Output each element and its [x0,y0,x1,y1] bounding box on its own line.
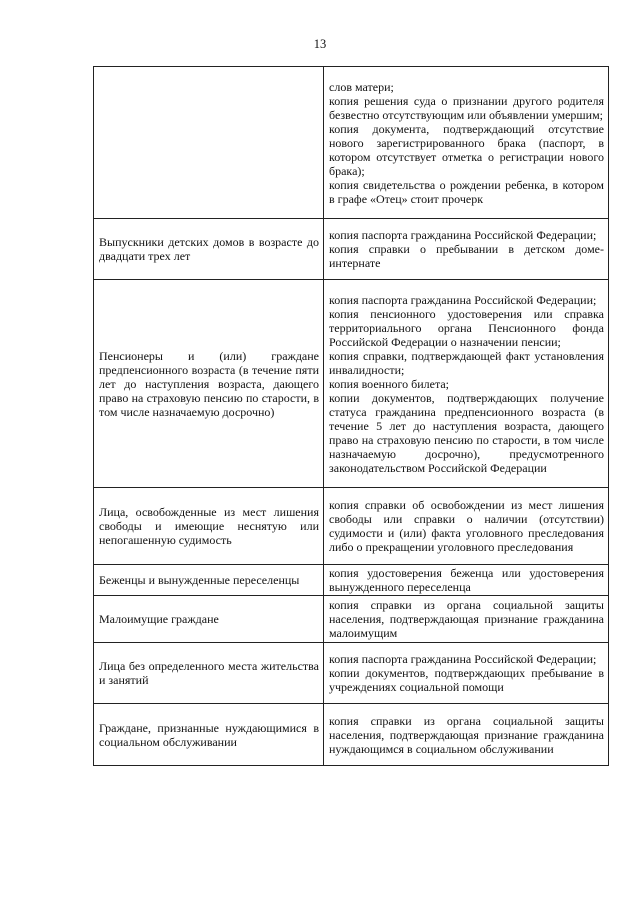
documents-cell [324,219,609,280]
documents-cell [324,643,609,704]
category-cell: Малоимущие граждане [94,596,324,643]
documents-cell [324,67,609,219]
documents-cell [324,565,609,596]
category-cell: Беженцы и вынужденные переселенцы [94,565,324,596]
documents-cell [324,488,609,565]
document-item: копия решения суда о признании другого родителя безвестно отсутствующим или объявлении умершим; [329,93,604,122]
category-cell: Пенсионеры и (или) граждане предпенсионного возраста (в течение пяти лет до наступления возраста, дающего право на страховую пенсию по старости, в том числе назначаемую досрочно) [94,280,324,488]
table-row [94,280,609,488]
category-cell: Лица, освобожденные из мест лишения свободы и имеющие неснятую или непогашенную судимость [94,488,324,565]
document-item: копия справки, подтверждающей факт установления инвалидности; [329,348,604,377]
documents-cell [324,704,609,766]
table-row [94,596,609,643]
category-cell: Граждане, признанные нуждающимися в социальном обслуживании [94,704,324,766]
document-item: копия справки о пребывании в детском доме-интернате [329,242,604,270]
category-cell: Лица без определенного места жительства и занятий [94,643,324,704]
document-item: копия справки об освобождении из мест лишения свободы или справки о наличии (отсутствии) судимости и (или) факта уголовного преследования либо о прекращении уголовного преследования [329,498,604,554]
documents-table [93,66,609,766]
table-row [94,643,609,704]
table-row [94,67,609,219]
document-item: копия военного билета; [329,376,449,391]
document-item: копия паспорта гражданина Российской Федерации; [329,652,597,666]
document-item: копия свидетельства о рождении ребенка, в котором в графе «Отец» стоит прочерк [329,177,604,206]
document-item: копия паспорта гражданина Российской Федерации; [329,292,597,307]
document-item: копия пенсионного удостоверения или справка территориального органа Пенсионного фонда Российской Федерации о назначении пенсии; [329,306,604,349]
documents-cell [324,596,609,643]
table-row [94,488,609,565]
document-item: копия паспорта гражданина Российской Федерации; [329,228,597,242]
category-cell [94,67,324,219]
document-item: копия справки из органа социальной защиты населения, подтверждающая признание гражданина нуждающимся в социальном обслуживании [329,713,604,756]
documents-cell [324,280,609,488]
table-row [94,219,609,280]
page-number: 13 [313,37,327,51]
document-item: копия справки из органа социальной защиты населения, подтверждающая признание гражданина малоимущим [329,598,604,640]
document-item: копии документов, подтверждающих получение статуса гражданина предпенсионного возраста (в течение 5 лет до наступления возраста, дающего право на страховую пенсию по старости, в том числе назначаемую досрочно), предусмотренного законодательством Российской Федерации [329,390,604,475]
table-row [94,565,609,596]
table-row [94,704,609,766]
document-item: копия документа, подтверждающий отсутствие нового зарегистрированного брака (паспорт, в котором отсутствует отметка о регистрации нового брака); [329,121,604,178]
category-cell: Выпускники детских домов в возрасте до двадцати трех лет [94,219,324,280]
document-item: копия удостоверения беженца или удостоверения вынужденного переселенца [329,566,604,594]
document-item: слов матери; [329,79,394,94]
document-item: копии документов, подтверждающих пребывание в учреждениях социальной помощи [329,666,604,694]
